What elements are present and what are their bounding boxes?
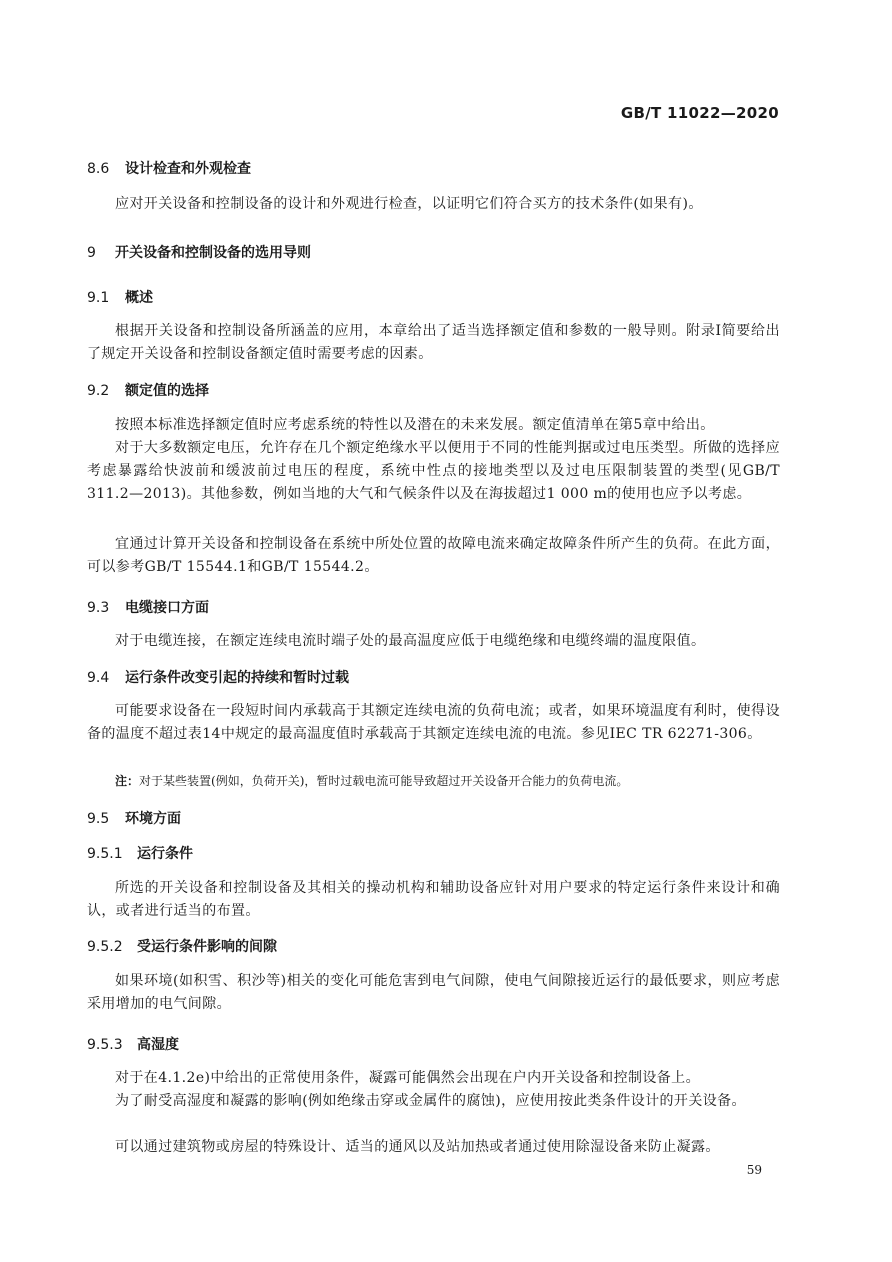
- section-title: 概述: [125, 290, 153, 306]
- section-number: 9.3: [87, 600, 110, 616]
- note-9-4: [115, 772, 780, 790]
- paragraph-9-3: 对于电缆连接，在额定连续电流时端子处的最高温度应低于电缆绝缘和电缆终端的温度限值。: [115, 633, 706, 649]
- section-title: 电缆接口方面: [125, 600, 209, 616]
- standard-code: GB/T 11022—2020: [620, 104, 779, 122]
- paragraph-8-6: 应对开关设备和控制设备的设计和外观进行检查，以证明它们符合买方的技术条件(如果有)。: [115, 196, 703, 212]
- paragraph-9-4: 可能要求设备在一段短时间内承载高于其额定连续电流的负荷电流；或者，如果环境温度有利时，使得设备的温度不超过表14中规定的最高温度值时承载高于其额定连续电流的电流。参见IEC TR 62271-306。: [87, 703, 780, 742]
- heading-9-5-1: [87, 843, 193, 863]
- note-label: 注：: [115, 774, 140, 788]
- paragraph-9-5-3-3: 可以通过建筑物或房屋的特殊设计、适当的通风以及站加热或者通过使用除湿设备来防止凝露。: [115, 1139, 720, 1155]
- section-title: 运行条件改变引起的持续和暂时过载: [125, 670, 349, 686]
- section-title: 额定值的选择: [125, 383, 209, 399]
- section-number: 9.5.2: [87, 939, 123, 955]
- paragraph-9-5-1: 所选的开关设备和控制设备及其相关的操动机构和辅助设备应针对用户要求的特定运行条件来设计和确认，或者进行适当的布置。: [87, 880, 780, 919]
- heading-9-5-2: [87, 936, 277, 956]
- heading-9: [87, 242, 311, 262]
- paragraph-9-5-3-1: 对于在4.1.2e)中给出的正常使用条件，凝露可能偶然会出现在户内开关设备和控制设备上。: [115, 1070, 700, 1086]
- section-number: 9.5.3: [87, 1037, 123, 1053]
- paragraph-9-5-3-2: 为了耐受高湿度和凝露的影响(例如绝缘击穿或金属件的腐蚀)，应使用按此类条件设计的开关设备。: [115, 1093, 746, 1109]
- heading-9-4: [87, 667, 349, 687]
- section-title: 设计检查和外观检查: [125, 161, 251, 177]
- section-number: 9.5.1: [87, 846, 123, 862]
- heading-9-1: [87, 287, 153, 307]
- section-title: 受运行条件影响的间隙: [137, 939, 277, 955]
- paragraph-9-5-2: 如果环境(如积雪、积沙等)相关的变化可能危害到电气间隙，使电气间隙接近运行的最低要求，则应考虑采用增加的电气间隙。: [87, 973, 780, 1012]
- heading-9-5-3: [87, 1034, 179, 1054]
- section-title: 环境方面: [125, 811, 181, 827]
- paragraph-9-1: 根据开关设备和控制设备所涵盖的应用，本章给出了适当选择额定值和参数的一般导则。附录I简要给出了规定开关设备和控制设备额定值时需要考虑的因素。: [87, 323, 780, 362]
- section-number: 9.4: [87, 670, 110, 686]
- note-text: 对于某些装置(例如，负荷开关)，暂时过载电流可能导致超过开关设备开合能力的负荷电流。: [139, 774, 629, 788]
- section-number: 9.5: [87, 811, 110, 827]
- heading-9-3: [87, 597, 209, 617]
- section-number: 8.6: [87, 161, 110, 177]
- page-number: 59: [746, 1163, 762, 1177]
- section-title: 高湿度: [137, 1037, 179, 1053]
- section-number: 9.2: [87, 383, 110, 399]
- section-title: 运行条件: [137, 846, 193, 862]
- heading-9-5: [87, 808, 181, 828]
- heading-8-6: [87, 158, 251, 178]
- heading-9-2: [87, 380, 209, 400]
- paragraph-9-2-1: 按照本标准选择额定值时应考虑系统的特性以及潜在的未来发展。额定值清单在第5章中给出。: [115, 417, 715, 433]
- section-number: 9.1: [87, 290, 110, 306]
- section-number: 9: [87, 245, 96, 261]
- paragraph-9-2-2: 对于大多数额定电压，允许存在几个额定绝缘水平以便用于不同的性能判据或过电压类型。所做的选择应考虑暴露给快波前和缓波前过电压的程度，系统中性点的接地类型以及过电压限制装置的类型(见GB/T 311.2—2013)。其他参数，例如当地的大气和气候条件以及在海拔超过1 000 m的使用也应予以考虑。: [87, 440, 780, 502]
- paragraph-9-2-3: 宜通过计算开关设备和控制设备在系统中所处位置的故障电流来确定故障条件所产生的负荷。在此方面，可以参考GB/T 15544.1和GB/T 15544.2。: [87, 536, 780, 575]
- section-title: 开关设备和控制设备的选用导则: [115, 245, 311, 261]
